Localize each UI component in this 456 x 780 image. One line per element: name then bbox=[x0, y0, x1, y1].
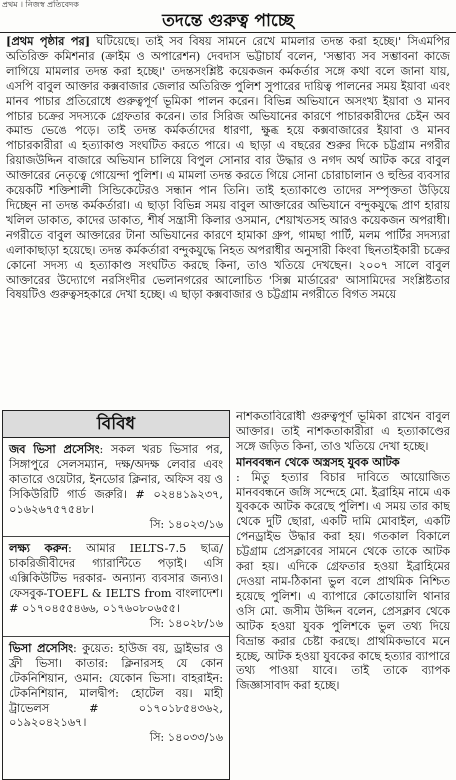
article-paragraph bbox=[6, 34, 450, 303]
sub-story-headline: মানববন্ধন থেকে অস্ত্রসহ যুবক আটক bbox=[236, 454, 400, 469]
sub-story-body: : মিতু হত্যার বিচার দাবিতে আয়োজিত মানববন্ধনে জঙ্গি সন্দেহে মো. ইব্রাহিম নামে এক যুবককে আটক করেছে পুলিশ। এ সময় তার কাছ থেকে দুটি ছোরা, একটি দামি মোবাইল, একটি পেনড্রাইভ উদ্ধার করা হয়। গতকাল বিকালে চট্টগ্রাম প্রেসক্লাবের সামনে থেকে তাকে আটক করা হয়। এদিকে গ্রেফতার হওয়া ইব্রাহিমের দেওয়া নাম-ঠিকানা ভুল বলে প্রাথমিক নিশ্চিত হয়েছে পুলিশ। এ ব্যাপারে কোতোয়ালি থানার ওসি মো. জসীম উদ্দিন বলেন, প্রেসক্লাব থেকে আটক হওয়া যুবক পুলিশকে ভুল তথ্য দিয়ে বিভ্রান্ত করার চেষ্টা করছে। প্রাথমিকভাবে মনে হচ্ছে, আটক হওয়া যুবকের কাছে হত্যার ব্যাপারে তথ্য পাওয়া যাবে। তাই তাকে ব্যাপক জিজ্ঞাসাবাদ করা হচ্ছে। bbox=[236, 470, 450, 693]
ad-code: সি: ১৪০২৩/১৬ bbox=[149, 517, 223, 531]
ad-title: লক্ষ্য করুন bbox=[9, 541, 68, 556]
classifieds-box bbox=[2, 410, 230, 780]
ad-body: : সকল খরচ ভিসার পর, সিঙ্গাপুরে সেলসম্যান, দক্ষ/অদক্ষ লেবার এবং কাতারে ওয়েটার, ইনডোর ক্লিনার, অফিস বয় ও সিকিউরিটি গার্ড জরুরি। # ০২৪৪১৯২৩৭, ০১৬২৬৭৫৭৫৪৮। bbox=[9, 443, 224, 516]
article-headline: তদন্তে গুরুত্ব পাচ্ছে bbox=[0, 10, 456, 33]
ad-title: জব ভিসা প্রসেসিং bbox=[9, 442, 100, 456]
ad-code: সি: ১৪০২৮/১৬ bbox=[149, 616, 223, 630]
classifieds-title: বিবিধ bbox=[3, 411, 229, 438]
continuation-marker: [প্রথম পৃষ্ঠার পর] bbox=[6, 34, 91, 48]
article-main-column bbox=[6, 34, 450, 410]
ad-body: : কুয়েত: হাউজ বয়, ড্রাইভার ও ফ্রী ভিসা। কাতার: ক্লিনারসহ যে কোন টেকনিশিয়ান, ওমান: যেকোন ভিসা। বাহরাইন: টেকনিশিয়ান, মালদ্বীপ: হোটেল বয়। মাহী ট্রাভেলস # ০১৭০১৮৫৪৩৬২, ০১৯২০৪২১৬৭। bbox=[9, 641, 223, 730]
article-right-column bbox=[236, 410, 450, 780]
classified-ad bbox=[3, 637, 229, 750]
ad-code: সি: ১৪০৩৩/১৬ bbox=[149, 731, 223, 745]
article-body-text: ঘটিয়েছে। তাই সব বিষয় সামনে রেখে মামলার তদন্ত করা হচ্ছে।' সিএমপির অতিরিক্ত কমিশনার (ক্রাইম ও অপারেশন) দেবদাস ভট্টাচার্য বলেন, 'সম্ভাব্য সব সম্ভাবনা কাজে লাগিয়ে মামলার তদন্ত করা হচ্ছে।' তদন্তসংশ্লিষ্ট কয়েকজন কর্মকর্তার সঙ্গে কথা বলে জানা যায়, এসপি বাবুল আক্তার কক্সবাজার জেলার অতিরিক্ত পুলিশ সুপারের দায়িত্ব পালনের সময় ইয়াবা এবং মানব পাচার প্রতিরোধে গুরুত্বপূর্ণ ভূমিকা পালন করেন। বিভিন্ন অভিযানে অসংখ্য ইয়াবা ও মানব পাচার চক্রের সদস্যকে গ্রেফতার করেন। তার সিরিজ অভিযানের কারণে পাচারকারীদের চেইন অব কমান্ড ভেঙে পড়ে। তাই তদন্ত কর্মকর্তাদের ধারণা, ক্ষুব্ধ হয়ে কক্সবাজারের ইয়াবা ও মানব পাচারকারীরা এ হত্যাকাণ্ড সংঘটিত করতে পারে। এ ছাড়া এ বছরের শুরুর দিকে চট্টগ্রাম নগরীর রিয়াজউদ্দিন বাজারে অভিযান চালিয়ে বিপুল সোনার বার উদ্ধার ও নগদ অর্থ আটক করে বাবুল আক্তারের নেতৃত্বে গোয়েন্দা পুলিশ। এ মামলা তদন্ত করতে গিয়ে সোনা চোরাচালান ও হুন্ডির ব্যবসার কয়েকটি শক্তিশালী সিন্ডিকেটেরও সন্ধান পান তিনি। তাই হত্যাকাণ্ডে তাদের সম্পৃক্ততা উড়িয়ে দিচ্ছেন না তদন্ত কর্মকর্তারা। এ ছাড়া বিভিন্ন সময় বাবুল আক্তারের অভিযানে বন্দুকযুদ্ধে প্রাণ হারায় খলিল ডাকাত, কাদের ডাকাত, শীর্ষ সন্ত্রাসী কিলার ওসমান, শেয়াখতসহ আরও কয়েকজন অপরাধী। নগরীতে বাবুল আক্তারের টানা অভিযানের কারণে হামাকা গ্রুপ, গামছা পার্টি, মলম পার্টির সদস্যরা এলাকাছাড়া হয়েছে। তদন্ত কর্মকর্তারা বন্দুকযুদ্ধে নিহত অপরাধীর অনুসারী কিংবা ছিনতাইকারী চক্রের কোনো সদস্য এ হত্যাকাণ্ড সংঘটিত করছে কিনা, তাও খতিয়ে দেখছেন। ২০০৭ সালে বাবুল আক্তারের উদ্যোগে নরসিংদীর ভেলানগরের আলোচিত 'সিক্স মার্ডারের' আসামিদের সংশ্লিষ্টতার বিষয়টিও গুরুত্বসহকারে দেখা হচ্ছে। এ ছাড়া কক্সবাজার ও চট্টগ্রাম নগরীতে বিগত সময়ে bbox=[6, 35, 450, 302]
ad-body: : আমার IELTS-7.5 ছাত্র/চাকরিজীবীদের গ্যারান্টিতে পড়াই। এসি এক্সিকিউটিভ দরকার- অন্যান্য ব্যবসার জন্যও। ফেসবুক-TOEFL & IELTS from বাংলাদেশ। # ০১৭০৪৫৫৪৬৬, ০১৭৬০৮০৬৫৫। bbox=[9, 542, 224, 616]
ad-title: ভিসা প্রসেসিং bbox=[9, 640, 74, 655]
sub-story bbox=[236, 455, 450, 695]
classified-ad bbox=[3, 438, 229, 537]
article-continuation: নাশকতাবিরোধী গুরুত্বপূর্ণ ভূমিকা রাখেন বাবুল আক্তার। তাই নাশকতাকারীরা এ হত্যাকাণ্ডের সঙ্গে জড়িত কিনা, তাও খতিয়ে দেখা হচ্ছে। bbox=[236, 410, 450, 453]
classified-ad bbox=[3, 537, 229, 636]
page-header-strip: প্রথম । নিজস্ব প্রতিবেদক bbox=[2, 0, 79, 9]
